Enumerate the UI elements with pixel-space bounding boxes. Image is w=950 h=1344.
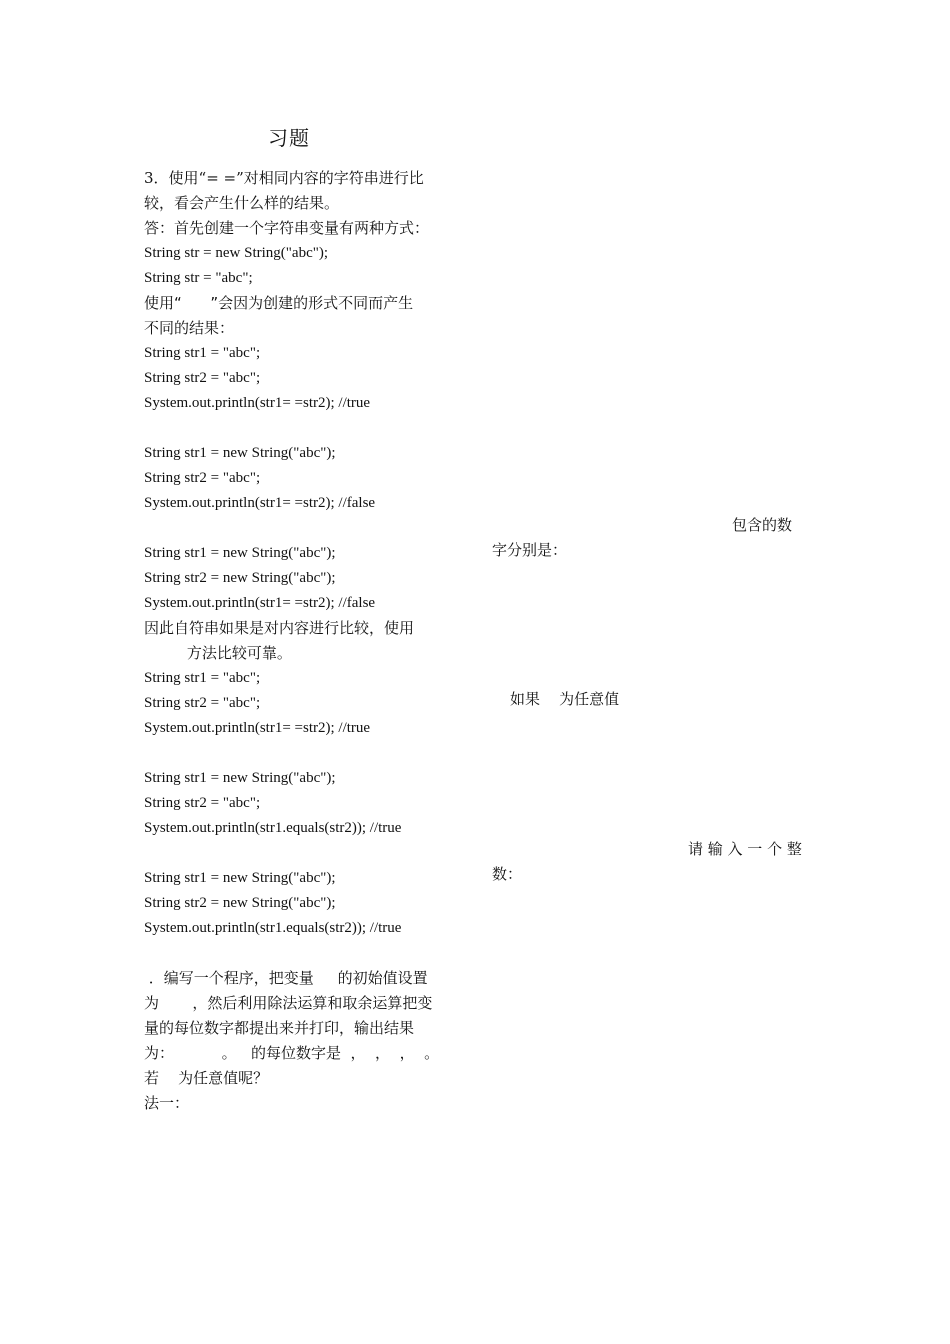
text-line: 因此自符串如果是对内容进行比较，使用 xyxy=(144,619,415,637)
right-fragment-contains-digits: 包含的数 xyxy=(732,516,793,534)
blank-line xyxy=(144,741,464,766)
blank-line xyxy=(144,516,464,541)
page-title: 习题 xyxy=(268,126,310,150)
text-line: 法一： xyxy=(144,1094,190,1112)
text-line: String str2 = "abc"; xyxy=(144,695,261,711)
blank-line xyxy=(144,416,464,441)
text-line: 若 为任意值呢？ xyxy=(144,1069,269,1087)
text-line: System.out.println(str1.equals(str2)); //true xyxy=(144,820,402,836)
text-line: String str2 = "abc"; xyxy=(144,370,261,386)
left-column xyxy=(144,166,464,1116)
blank-line xyxy=(144,841,464,866)
right-fragment-enter-integer: 请 输 入 一 个 整 xyxy=(688,840,802,858)
text-line: ．编写一个程序，把变量 的初始值设置 xyxy=(144,969,428,987)
text-line: String str2 = new String("abc"); xyxy=(144,895,336,911)
text-line: 为： 。 的每位数字是 ， ， ， 。 xyxy=(144,1044,440,1062)
right-fragment-digits-are: 字分别是： xyxy=(492,541,568,559)
text-line: String str1 = new String("abc"); xyxy=(144,445,336,461)
text-line: System.out.println(str1= =str2); //false xyxy=(144,595,376,611)
text-line: 方法比较可靠。 xyxy=(144,644,292,662)
text-line: 为 ，然后利用除法运算和取余运算把变 xyxy=(144,994,433,1012)
text-line: 3．使用“= =”对相同内容的字符串进行比 xyxy=(144,169,424,187)
text-line: String str1 = "abc"; xyxy=(144,670,261,686)
text-line: String str1 = "abc"; xyxy=(144,345,261,361)
text-line: 答：首先创建一个字符串变量有两种方式： xyxy=(144,219,430,237)
text-line: String str2 = "abc"; xyxy=(144,795,261,811)
text-line: String str1 = new String("abc"); xyxy=(144,770,336,786)
right-fragment-number: 数： xyxy=(492,865,523,883)
text-line: String str = new String("abc"); xyxy=(144,245,329,261)
text-line: System.out.println(str1.equals(str2)); //true xyxy=(144,920,402,936)
text-line: System.out.println(str1= =str2); //false xyxy=(144,495,376,511)
text-line: String str2 = new String("abc"); xyxy=(144,570,336,586)
right-fragment-if-any-value: 如果 为任意值 xyxy=(510,690,620,708)
text-line: 使用“ ”会因为创建的形式不同而产生 xyxy=(144,294,414,312)
blank-line xyxy=(144,941,464,966)
text-line: String str1 = new String("abc"); xyxy=(144,545,336,561)
text-line: String str2 = "abc"; xyxy=(144,470,261,486)
text-line: String str = "abc"; xyxy=(144,270,253,286)
text-line: 不同的结果： xyxy=(144,319,235,337)
text-line: 量的每位数字都提出来并打印，输出结果 xyxy=(144,1019,415,1037)
text-line: String str1 = new String("abc"); xyxy=(144,870,336,886)
text-line: 较，看会产生什么样的结果。 xyxy=(144,194,340,212)
text-line: System.out.println(str1= =str2); //true xyxy=(144,395,371,411)
text-line: System.out.println(str1= =str2); //true xyxy=(144,720,371,736)
